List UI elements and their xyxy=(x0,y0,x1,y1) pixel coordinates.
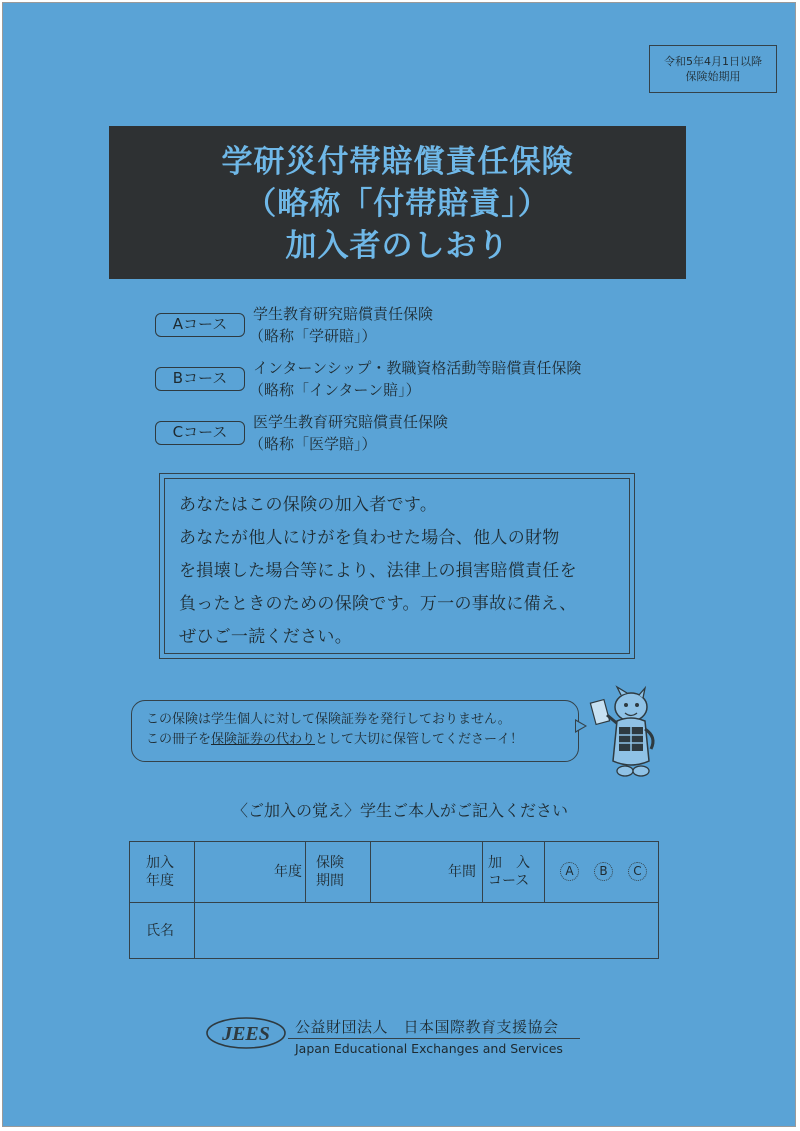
notice-box xyxy=(159,473,635,659)
notice-line: 負ったときのための保険です。万一の事故に備え、 xyxy=(179,594,577,614)
notice-line: あなたはこの保険の加入者です。 xyxy=(179,495,438,515)
enroll-year-label-2: 年度 xyxy=(146,873,174,889)
enroll-year-label xyxy=(146,854,174,890)
course-b xyxy=(155,358,675,402)
course-a-abbr: （略称「学研賠」） xyxy=(249,327,377,345)
period-label-2: 期間 xyxy=(316,873,344,889)
bubble-line-2-post: として大切に保管してくださーイ！ xyxy=(315,732,524,747)
course-c-name: 医学生教育研究賠償責任保険 xyxy=(253,413,449,431)
course-option-b[interactable]: B xyxy=(594,862,613,881)
table-divider xyxy=(544,842,545,902)
validity-notice xyxy=(649,45,777,93)
title-line-1: 学研災付帯賠償責任保険 xyxy=(221,144,574,180)
jees-logo-text: JEES xyxy=(222,1023,270,1045)
notice-line: を損壊した場合等により、法律上の損害賠償責任を xyxy=(179,561,577,581)
notice-line: ぜひご一読ください。 xyxy=(179,627,352,647)
bubble-line-2-underlined: 保険証券の代わり xyxy=(211,732,316,747)
course-c-badge: Cコース xyxy=(155,421,245,445)
bubble-line-1: この保険は学生個人に対して保険証券を発行しておりません。 xyxy=(146,712,511,727)
org-divider xyxy=(288,1038,580,1039)
table-divider xyxy=(305,842,306,902)
title-line-2: （略称「付帯賠責」） xyxy=(245,186,550,222)
course-b-abbr: （略称「インターン賠」） xyxy=(249,381,421,399)
notice-inner-frame xyxy=(164,478,630,654)
course-c xyxy=(155,412,675,456)
bubble-line-2 xyxy=(146,730,578,750)
title-line-3: 加入者のしおり xyxy=(285,228,510,264)
validity-line-2: 保険始期用 xyxy=(685,70,741,83)
jees-logo xyxy=(205,1015,287,1051)
name-label: 氏名 xyxy=(146,923,174,939)
mascot-illustration xyxy=(585,685,665,785)
course-option-a[interactable]: A xyxy=(560,862,579,881)
insurance-period-field[interactable]: 年間 xyxy=(448,864,476,880)
enrollment-record-table xyxy=(129,841,659,959)
course-a-name: 学生教育研究賠償責任保険 xyxy=(253,305,434,323)
course-c-abbr: （略称「医学賠」） xyxy=(249,435,377,453)
speech-bubble xyxy=(131,700,579,762)
table-divider xyxy=(194,902,195,958)
course-label xyxy=(488,854,530,890)
course-option-c[interactable]: C xyxy=(628,862,647,881)
bubble-line-2-pre: この冊子を xyxy=(146,732,212,747)
org-name-en: Japan Educational Exchanges and Services xyxy=(295,1041,563,1056)
course-b-badge: Bコース xyxy=(155,367,245,391)
table-divider xyxy=(482,842,483,902)
course-label-2: コース xyxy=(488,873,530,889)
record-heading: 〈ご加入の覚え〉学生ご本人がご記入ください xyxy=(231,801,568,820)
validity-line-1: 令和5年4月1日以降 xyxy=(664,55,762,68)
org-name-jp: 公益財団法人 日本国際教育支援協会 xyxy=(295,1018,559,1036)
course-a-badge: Aコース xyxy=(155,313,245,337)
notice-line: あなたが他人にけがを負わせた場合、他人の財物 xyxy=(179,528,560,548)
table-divider xyxy=(130,902,658,903)
course-label-1: 加 入 xyxy=(488,855,530,871)
period-label-1: 保険 xyxy=(316,855,344,871)
title-banner xyxy=(109,126,686,279)
pamphlet-cover xyxy=(2,2,796,1127)
course-a xyxy=(155,304,675,348)
name-field[interactable] xyxy=(196,904,656,956)
enroll-year-field[interactable]: 年度 xyxy=(274,864,302,880)
course-b-name: インターンシップ・教職資格活動等賠償責任保険 xyxy=(253,359,582,377)
bubble-tail-fill xyxy=(576,721,585,731)
enroll-year-label-1: 加入 xyxy=(146,855,174,871)
insurance-period-label xyxy=(316,854,344,890)
